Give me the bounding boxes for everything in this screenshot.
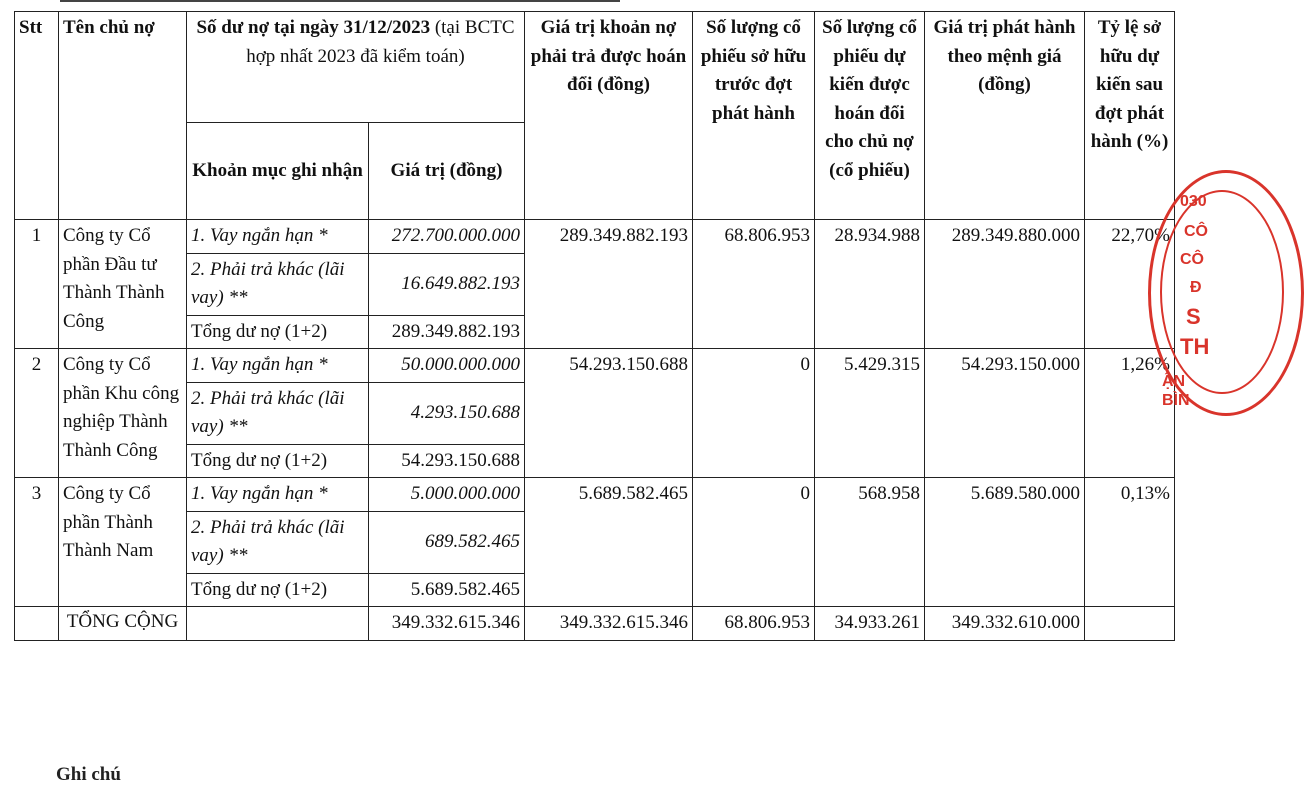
footer-fragment: Ghi chú: [56, 764, 121, 785]
cell-total-shares-expected: 34.933.261: [815, 607, 925, 641]
cell-converted: 289.349.882.193: [525, 220, 693, 349]
cell-issue-value: 54.293.150.000: [925, 349, 1085, 478]
cell-item-label: 1. Vay ngắn hạn *: [187, 478, 369, 512]
cell-item-label: 2. Phải trả khác (lãi vay) **: [187, 382, 369, 444]
header-shares-expected: Số lượng cổ phiếu dự kiến được hoán đổi cho chủ nợ (cổ phiếu): [815, 12, 925, 220]
cell-item-label: Tổng dư nợ (1+2): [187, 315, 369, 349]
cell-item-value: 50.000.000.000: [369, 349, 525, 383]
table-row: [15, 478, 1175, 512]
cell-stt: 1: [15, 220, 59, 349]
cell-item-value: 289.349.882.193: [369, 315, 525, 349]
debt-conversion-table: [14, 11, 1175, 641]
header-balance-note: (tại BCTC hợp nhất 2023 đã kiểm toán): [246, 17, 515, 67]
cell-shares-before: 68.806.953: [693, 220, 815, 349]
stamp-letter: 030: [1180, 193, 1207, 210]
stamp-letter: Đ: [1190, 279, 1202, 296]
stamp-letter: TH: [1180, 334, 1210, 359]
stamp-letter: S: [1186, 304, 1201, 329]
cell-creditor: Công ty Cổ phần Đầu tư Thành Thành Công: [59, 220, 187, 349]
cell-item-label: 2. Phải trả khác (lãi vay) **: [187, 253, 369, 315]
cell-total-shares-before: 68.806.953: [693, 607, 815, 641]
cell-item-value: 689.582.465: [369, 511, 525, 573]
cell-converted: 54.293.150.688: [525, 349, 693, 478]
header-stt: Stt: [15, 12, 59, 220]
header-issue-value: Giá trị phát hành theo mệnh giá (đồng): [925, 12, 1085, 220]
cell-total-ownership-empty: [1085, 607, 1175, 641]
header-shares-before: Số lượng cổ phiếu sở hữu trước đợt phát hành: [693, 12, 815, 220]
cell-stt: 2: [15, 349, 59, 478]
table-body: [15, 220, 1175, 641]
header-ownership: Tỷ lệ sở hữu dự kiến sau đợt phát hành (%): [1085, 12, 1175, 220]
cell-ownership: 1,26%: [1085, 349, 1175, 478]
cell-total-empty: [15, 607, 59, 641]
header-converted: Giá trị khoản nợ phải trả được hoán đổi (đồng): [525, 12, 693, 220]
cell-issue-value: 5.689.580.000: [925, 478, 1085, 607]
cell-total-issue-value: 349.332.610.000: [925, 607, 1085, 641]
cell-shares-expected: 28.934.988: [815, 220, 925, 349]
cell-shares-expected: 568.958: [815, 478, 925, 607]
header-balance-title: Số dư nợ tại ngày 31/12/2023: [196, 17, 431, 38]
cell-total-label: TỔNG CỘNG: [59, 607, 187, 641]
cell-ownership: 22,70%: [1085, 220, 1175, 349]
header-item: Khoản mục ghi nhận: [187, 123, 369, 220]
cell-item-value: 54.293.150.688: [369, 444, 525, 478]
cell-item-label: 2. Phải trả khác (lãi vay) **: [187, 511, 369, 573]
cell-creditor: Công ty Cổ phần Khu công nghiệp Thành Thành Công: [59, 349, 187, 478]
cell-total-converted: 349.332.615.346: [525, 607, 693, 641]
header-value: Giá trị (đồng): [369, 123, 525, 220]
cell-item-label: 1. Vay ngắn hạn *: [187, 220, 369, 254]
cell-item-label: Tổng dư nợ (1+2): [187, 444, 369, 478]
header-creditor: Tên chủ nợ: [59, 12, 187, 220]
stamp-letter: CÔ: [1180, 251, 1204, 268]
cell-shares-before: 0: [693, 349, 815, 478]
cell-shares-expected: 5.429.315: [815, 349, 925, 478]
cell-issue-value: 289.349.880.000: [925, 220, 1085, 349]
header-balance-group: [187, 12, 525, 123]
cell-stt: 3: [15, 478, 59, 607]
cell-item-value: 4.293.150.688: [369, 382, 525, 444]
page-top-rule: [60, 0, 620, 4]
company-stamp-inner-ring: [1160, 190, 1284, 394]
cell-total-item-empty: [187, 607, 369, 641]
cell-item-value: 272.700.000.000: [369, 220, 525, 254]
cell-ownership: 0,13%: [1085, 478, 1175, 607]
cell-total-value: 349.332.615.346: [369, 607, 525, 641]
cell-shares-before: 0: [693, 478, 815, 607]
table-row: [15, 349, 1175, 383]
cell-item-label: Tổng dư nợ (1+2): [187, 573, 369, 607]
header-row-1: [15, 12, 1175, 123]
table-row: [15, 220, 1175, 254]
cell-item-label: 1. Vay ngắn hạn *: [187, 349, 369, 383]
cell-creditor: Công ty Cổ phần Thành Thành Nam: [59, 478, 187, 607]
total-row: [15, 607, 1175, 641]
stamp-letter: ẬN BÌN: [1162, 373, 1190, 410]
cell-item-value: 5.689.582.465: [369, 573, 525, 607]
stamp-letter: CÔ: [1184, 223, 1208, 240]
cell-item-value: 16.649.882.193: [369, 253, 525, 315]
cell-item-value: 5.000.000.000: [369, 478, 525, 512]
cell-converted: 5.689.582.465: [525, 478, 693, 607]
